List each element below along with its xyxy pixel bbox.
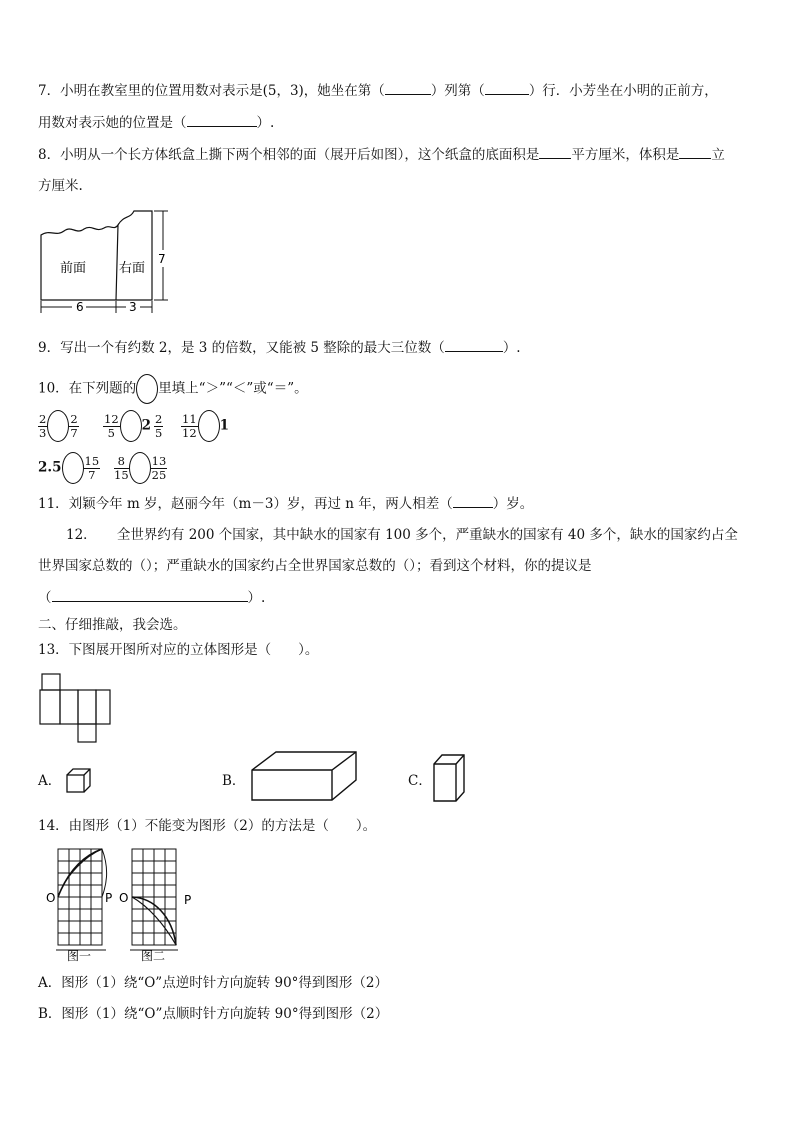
grid-cell [132, 933, 143, 945]
comparison-1: $\frac{2}{3}$ $\frac{2}{7}$ [38, 410, 79, 442]
answer-blank[interactable] [445, 339, 503, 352]
option-c-label[interactable]: C． [408, 773, 432, 789]
comparison-oval[interactable] [120, 410, 142, 442]
question-11: 11．刘颖今年 m 岁，赵丽今年（m－3）岁，再过 n 年，两人相差（ ）岁。 [38, 496, 534, 512]
point-p-label: P [105, 891, 113, 905]
grid-cell [80, 885, 91, 897]
grid-cell [91, 921, 102, 933]
height-label-7: 7 [158, 252, 166, 266]
grid-cell [80, 897, 91, 909]
grid-cell [132, 885, 143, 897]
grid-cell [154, 885, 165, 897]
figure-one-caption: 图一 [67, 949, 92, 963]
tall-cuboid-icon[interactable] [432, 752, 468, 804]
grid-cell [91, 897, 102, 909]
answer-blank[interactable] [485, 82, 529, 95]
small-cube-icon[interactable] [66, 768, 94, 794]
grid-cell [154, 909, 165, 921]
question-7-line-2: 用数对表示她的位置是（ ）. [38, 115, 275, 131]
comparison-5: $\frac{8}{15}$ $\frac{13}{25}$ [114, 452, 167, 484]
flat-cuboid-icon[interactable] [248, 748, 360, 802]
grid-cell [143, 909, 154, 921]
question-9: 9．写出一个有约数 2，是 3 的倍数，又能被 5 整除的最大三位数（ ）. [38, 340, 521, 356]
grid-cell [69, 933, 80, 945]
oval-icon [136, 374, 158, 404]
grid-cell [154, 897, 165, 909]
grid-cell [143, 849, 154, 861]
grid-cell [165, 897, 176, 909]
answer-blank[interactable] [539, 146, 571, 159]
section-2-heading: 二、仔细推敲，我会选。 [38, 617, 187, 633]
grid-cell [80, 909, 91, 921]
grid-cell [91, 933, 102, 945]
rotation-grids-figure [44, 846, 204, 962]
grid-cell [91, 861, 102, 873]
grid-cell [132, 849, 143, 861]
question-8-line-1: 8．小明从一个长方体纸盒上撕下两个相邻的面（展开后如图），这个纸盒的底面积是 平方厘米，体积是 立 [38, 147, 725, 163]
question-12-line-2: 世界国家总数的（）；严重缺水的国家约占全世界国家总数的（）；看到这个材料，你的提议是 [38, 558, 592, 574]
comparison-3: $\frac{11}{12}$ 1 [181, 410, 229, 442]
grid-cell [80, 921, 91, 933]
grid-cell [132, 921, 143, 933]
comparison-oval[interactable] [198, 410, 220, 442]
grid-cell [143, 873, 154, 885]
option-b[interactable]: B．图形（1）绕“O”点顺时针方向旋转 90°得到图形（2） [38, 1006, 389, 1022]
grid-cell [91, 909, 102, 921]
grid-cell [80, 873, 91, 885]
grid-cell [69, 849, 80, 861]
grid-cell [165, 873, 176, 885]
grid-cell [132, 909, 143, 921]
grid-cell [154, 873, 165, 885]
question-13: 13．下图展开图所对应的立体图形是（ ）。 [38, 642, 319, 658]
grid-cell [91, 885, 102, 897]
grid-cell [69, 909, 80, 921]
question-8-line-2: 方厘米. [38, 178, 83, 194]
grid-cell [69, 861, 80, 873]
question-7-line-1: 7．小明在教室里的位置用数对表示是(5，3)，她坐在第（ ）列第（ ）行．小芳坐在小明的正前方， [38, 83, 718, 99]
right-face-label: 右面 [119, 261, 146, 276]
grid-cell [165, 861, 176, 873]
answer-blank[interactable] [187, 114, 257, 127]
option-b-label[interactable]: B． [222, 773, 246, 789]
grid-cell [165, 849, 176, 861]
grid-cell [165, 885, 176, 897]
question-12-line-3: （ ）. [38, 590, 266, 606]
width-label-3: 3 [129, 300, 137, 314]
grid-cell [91, 873, 102, 885]
grid-cell [154, 921, 165, 933]
option-a-label[interactable]: A． [38, 773, 62, 789]
grid-cell [143, 861, 154, 873]
option-a[interactable]: A．图形（1）绕“O”点逆时针方向旋转 90°得到图形（2） [38, 975, 389, 991]
point-o-label: O [119, 891, 129, 905]
figure-two-caption: 图二 [141, 949, 166, 963]
comparison-2: $\frac{12}{5}$ 2 $\frac{2}{5}$ [103, 410, 163, 442]
cube-net-figure [38, 671, 148, 747]
answer-blank[interactable] [453, 495, 493, 508]
comparison-oval[interactable] [129, 452, 151, 484]
grid-cell [58, 909, 69, 921]
answer-blank[interactable] [679, 146, 711, 159]
grid-cell [154, 861, 165, 873]
front-face-label: 前面 [60, 261, 87, 276]
grid-cell [58, 921, 69, 933]
grid-cell [58, 861, 69, 873]
grid-cell [132, 861, 143, 873]
point-o-label: O [46, 891, 56, 905]
comparison-oval[interactable] [62, 452, 84, 484]
grid-cell [154, 849, 165, 861]
grid-cell [154, 933, 165, 945]
comparison-4: 2.5 $\frac{15}{7}$ [38, 452, 100, 484]
grid-cell [143, 933, 154, 945]
answer-blank[interactable] [52, 589, 248, 602]
answer-blank[interactable] [385, 82, 431, 95]
comparison-oval[interactable] [47, 410, 69, 442]
grid-cell [143, 921, 154, 933]
question-14: 14．由图形（1）不能变为图形（2）的方法是（ ）。 [38, 818, 377, 834]
grid-cell [80, 933, 91, 945]
width-label-6: 6 [76, 300, 84, 314]
grid-cell [69, 897, 80, 909]
question-10: 10．在下列题的 里填上“＞”“＜”或“＝”。 [38, 374, 308, 404]
grid-cell [58, 849, 69, 861]
grid-cell [69, 885, 80, 897]
grid-cell [143, 885, 154, 897]
point-p-label: P [184, 893, 192, 907]
grid-cell [69, 921, 80, 933]
grid-cell [58, 897, 69, 909]
question-12-line-1: 12． 全世界约有 200 个国家，其中缺水的国家有 100 多个，严重缺水的国家有 40 多个，缺水的国家约占全 [66, 527, 738, 543]
grid-cell [58, 933, 69, 945]
grid-cell [132, 873, 143, 885]
question-8-figure [36, 205, 176, 317]
